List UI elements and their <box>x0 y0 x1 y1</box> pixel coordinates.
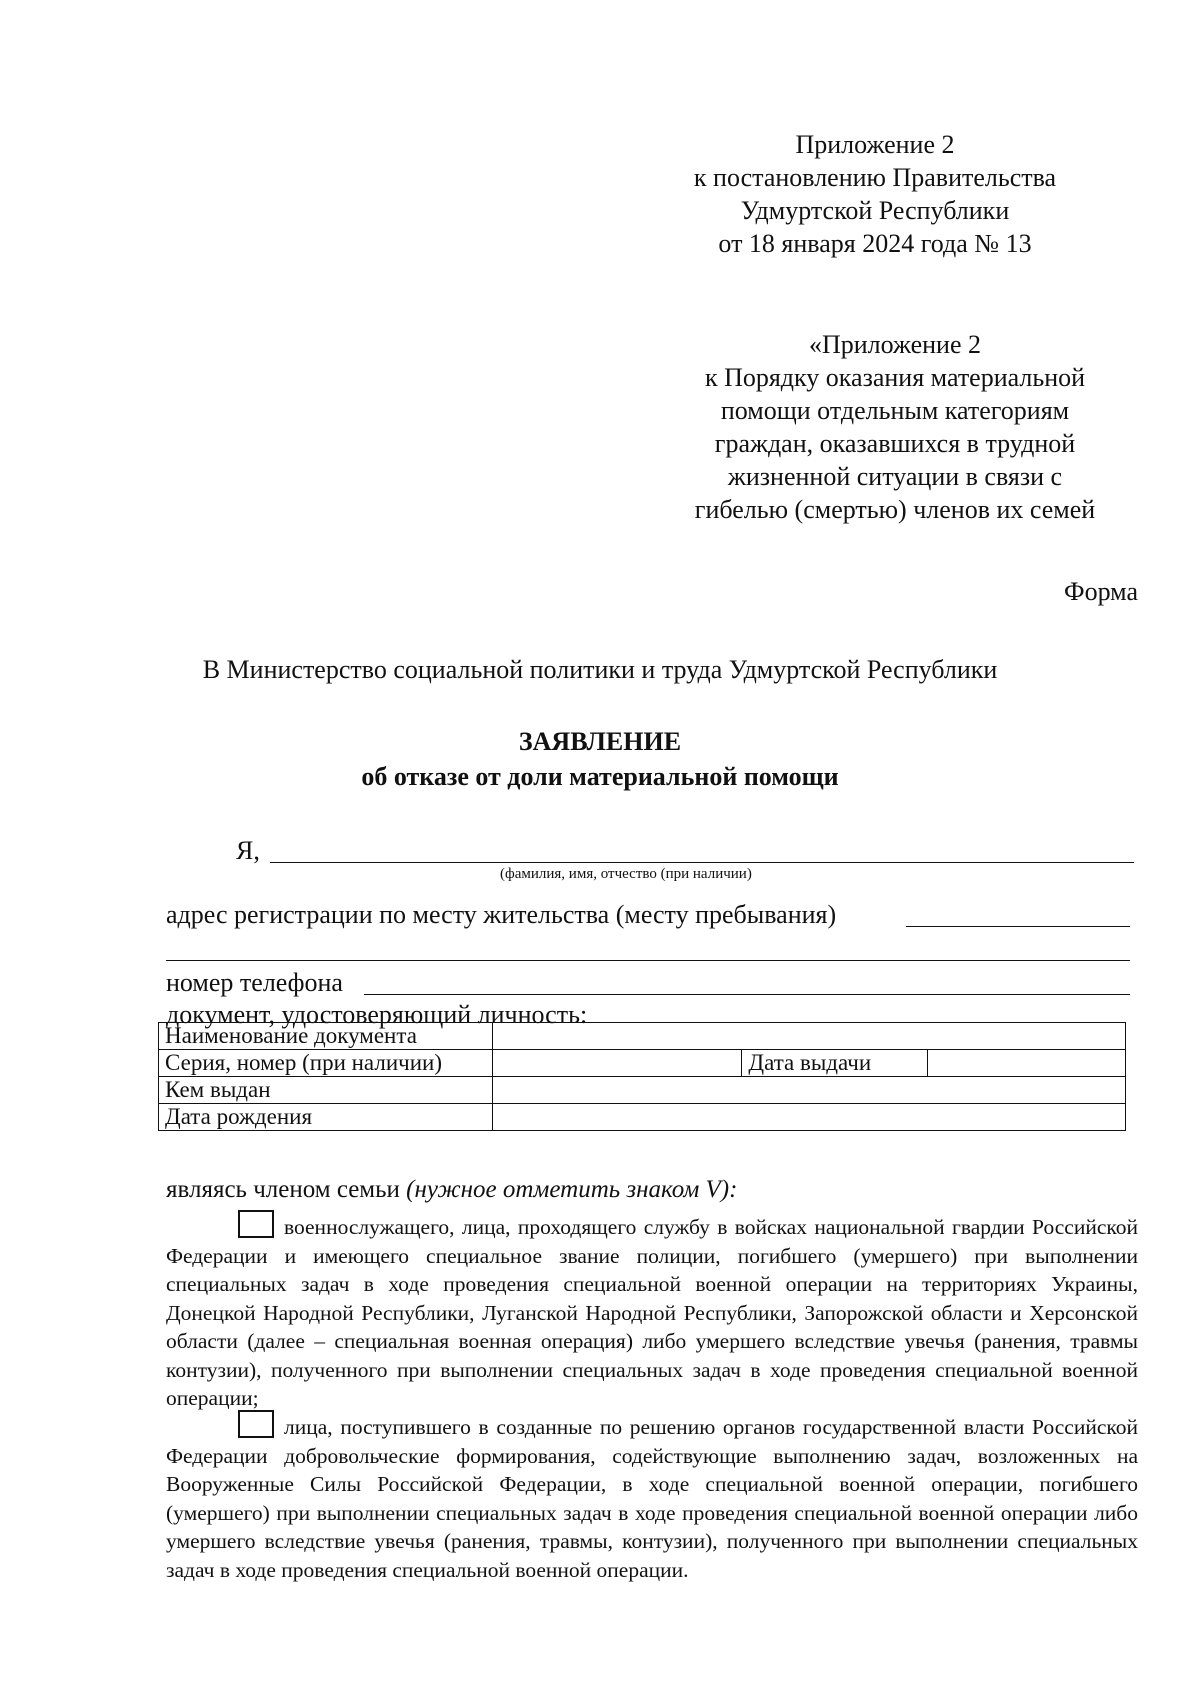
option-military-checkbox[interactable] <box>238 1210 274 1238</box>
annex-order-line: к Порядку оказания материальной <box>704 363 1086 392</box>
series-number-label: Серия, номер (при наличии) <box>159 1050 493 1077</box>
membership-intro-hint: (нужное отметить знаком V): <box>406 1176 738 1203</box>
option-volunteer <box>166 1410 1138 1584</box>
doc-name-label: Наименование документа <box>159 1023 493 1050</box>
id-document-table <box>158 1022 1126 1131</box>
annex-order-line: граждан, оказавшихся в трудной <box>714 429 1076 458</box>
annex-order-line: помощи отдельным категориям <box>720 396 1070 425</box>
table-row <box>159 1050 1126 1077</box>
table-row <box>159 1023 1126 1050</box>
phone-label: номер телефона <box>166 968 343 997</box>
addressee: В Министерство социальной политики и труда Удмуртской Республики <box>202 655 998 684</box>
issue-date-field[interactable] <box>928 1050 1126 1077</box>
annex-header-line: к постановлению Правительства <box>693 163 1057 192</box>
fio-hint: (фамилия, имя, отчество (при наличии) <box>500 866 752 882</box>
annex-order-line: гибелью (смертью) членов их семей <box>694 495 1096 524</box>
issued-by-field[interactable] <box>492 1077 1125 1104</box>
address-input-line-2[interactable] <box>166 960 1130 961</box>
address-input-line[interactable] <box>906 926 1130 927</box>
option-military-text: военнослужащего, лица, проходящего службу в войсках национальной гвардии Российской Федерации и имеющего специальное звание полиции, погибшего (умершего) при выполнении специальных задач в ходе проведения специальной военной операции на территориях Украины, Донецкой Народной Республики, Луганской Народной Республики, Запорожской области и Херсонской области (далее – специальная военная операция) либо умершего вследствие увечья (ранения, травмы контузии), полученного при выполнении специальных задач в ходе проведения специальной военной операции; <box>166 1215 1138 1410</box>
series-number-field[interactable] <box>492 1050 742 1077</box>
id-doc-label: документ, удостоверяющий личность: <box>166 1000 588 1029</box>
i-label: Я, <box>236 836 260 865</box>
table-row <box>159 1077 1126 1104</box>
membership-intro-text: являясь членом семьи <box>166 1176 407 1203</box>
document-title: ЗАЯВЛЕНИЕ <box>518 727 682 756</box>
doc-name-field[interactable] <box>492 1023 1125 1050</box>
option-volunteer-text: лица, поступившего в созданные по решению органов государственной власти Российской Федерации добровольческие формирования, содействующие выполнению задач, возложенных на Вооруженные Силы Российской Федерации, в ходе специальной военной операции, погибшего (умершего) при выполнении специальных задач в ходе проведения специальной военной операции либо умершего вследствие увечья (ранения, травмы, контузии), полученного при выполнении специальных задач в ходе проведения специальной военной операции. <box>166 1415 1138 1582</box>
option-volunteer-checkbox[interactable] <box>238 1410 274 1438</box>
phone-input-line[interactable] <box>364 994 1130 995</box>
annex-order <box>660 328 1130 526</box>
document-subtitle: об отказе от доли материальной помощи <box>361 762 839 791</box>
annex-order-line: «Приложение 2 <box>808 330 982 359</box>
annex-header <box>640 128 1110 260</box>
issue-date-label: Дата выдачи <box>742 1050 928 1077</box>
table-row <box>159 1104 1126 1131</box>
membership-intro <box>166 1176 737 1204</box>
annex-order-line: жизненной ситуации в связи с <box>727 462 1063 491</box>
issued-by-label: Кем выдан <box>159 1077 493 1104</box>
birth-date-label: Дата рождения <box>159 1104 493 1131</box>
birth-date-field[interactable] <box>492 1104 1125 1131</box>
annex-header-line: Удмуртской Республики <box>740 196 1010 225</box>
annex-header-line: Приложение 2 <box>795 130 955 159</box>
annex-header-line: от 18 января 2024 года № 13 <box>718 229 1032 258</box>
fio-input-line[interactable] <box>270 862 1134 863</box>
address-label: адрес регистрации по месту жительства (месту пребывания) <box>166 900 837 929</box>
form-label: Форма <box>1064 577 1138 606</box>
option-military <box>166 1210 1138 1413</box>
